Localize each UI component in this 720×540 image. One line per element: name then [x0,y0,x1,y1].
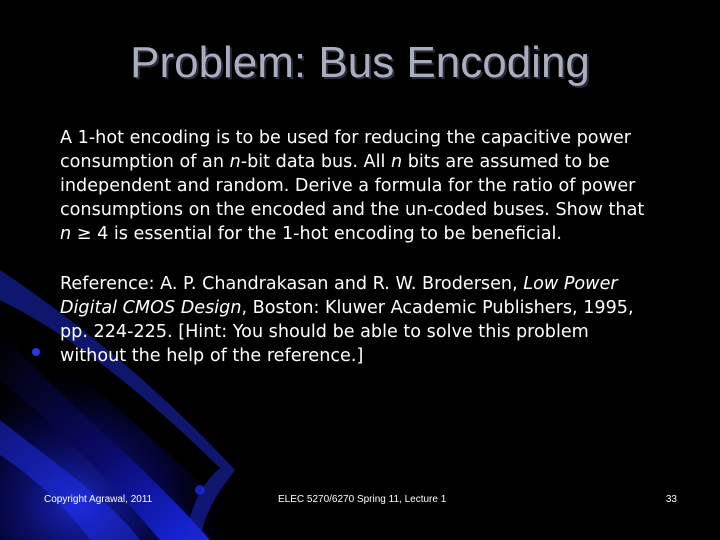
footer-page-number: 33 [665,494,677,505]
variable-n: n [229,152,241,172]
variable-n: n [60,224,72,244]
footer-course: ELEC 5270/6270 Spring 11, Lecture 1 [278,494,447,505]
problem-line: ≥ 4 is essential for the 1-hot encoding to be beneficial. [71,224,562,244]
problem-line: consumptions on the encoded and the un-coded buses. Show that [60,200,645,220]
problem-line: independent and random. Derive a formula for the ratio of power [60,176,636,196]
reference-text: without the help of the reference.] [60,346,364,366]
problem-statement [60,126,680,246]
reference-text: pp. 224-225. [Hint: You should be able to solve this problem [60,322,589,342]
book-title: Low Power Digital CMOS Design [60,274,618,318]
reference-text: , Boston: Kluwer Academic Publishers, 1995, [241,298,634,318]
variable-n: n [390,152,403,172]
reference-paragraph [60,272,680,368]
problem-line: bits are assumed to be [402,152,610,172]
problem-line: A 1-hot encoding is to be used for reducing the capacitive power [60,128,632,148]
problem-line: consumption of an [60,152,230,172]
problem-line: -bit data bus. All [240,152,391,172]
reference-text: Reference: A. P. Chandrakasan and R. W. Brodersen, [60,274,524,294]
footer-copyright: Copyright Agrawal, 2011 [44,494,153,505]
slide-title: Problem: Bus Encoding [130,38,590,87]
bullet-dot [32,348,40,356]
